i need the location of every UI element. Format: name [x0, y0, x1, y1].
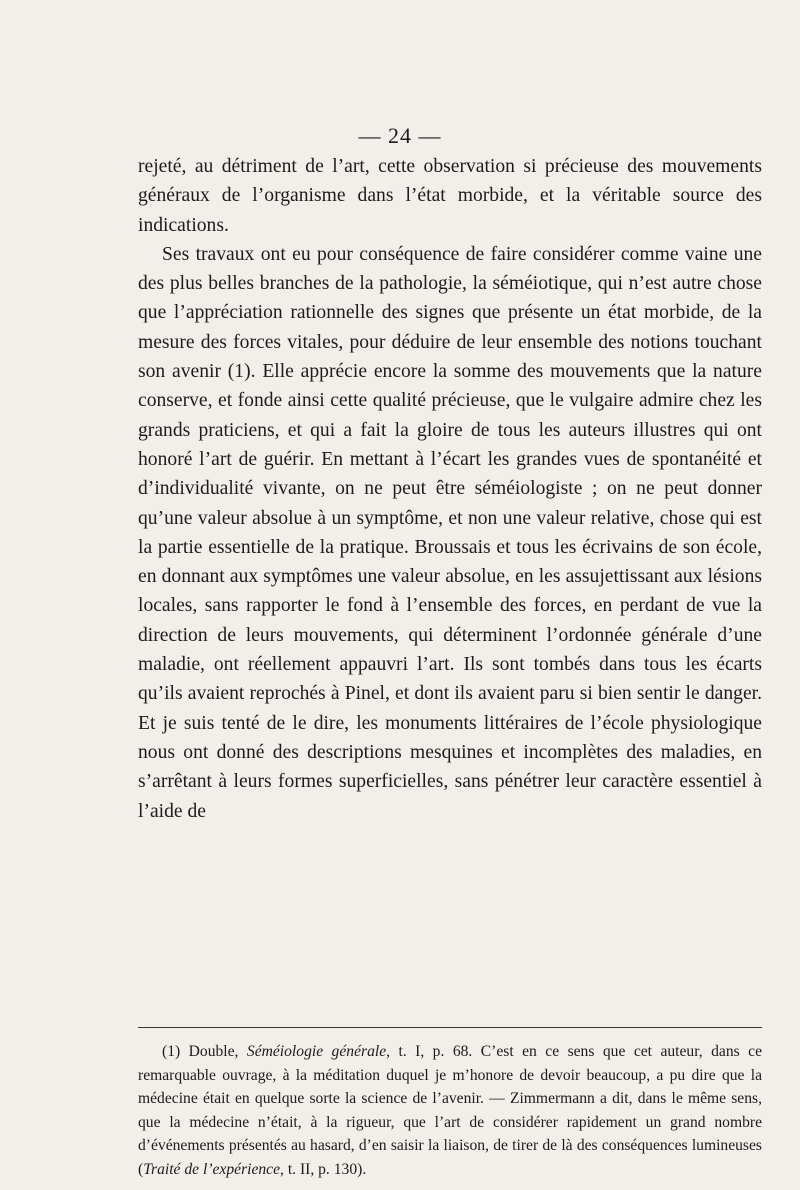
- paragraph-semeiotique: Ses travaux ont eu pour conséquence de faire considérer comme vaine une des plus belles branches de la pathologie, la séméiotique, qui n’est autre chose que l’appréciation rationnelle des signes que présente un état morbide, de la mesure des forces vitales, pour déduire de leur ensemble des notions touchant son avenir (1). Elle apprécie encore la somme des mouvements que la nature conserve, et fonde ainsi cette qualité précieuse, que le vulgaire admire chez les grands praticiens, et qui a fait la gloire de tous les auteurs illustres qui ont honoré l’art de guérir. En mettant à l’écart les grandes vues de spontanéité et d’individualité vivante, on ne peut être séméiologiste ; on ne peut donner qu’une valeur absolue à un symptôme, et non une valeur relative, chose qui est la partie essentielle de la pratique. Broussais et tous les écrivains de son école, en donnant aux symptômes une valeur absolue, en les assujettissant aux lésions locales, sans rapporter le fond à l’ensemble des forces, en perdant de vue la direction de leurs mouvements, qui déterminent l’ordonnée générale d’une maladie, ont réellement appauvri l’art. Ils sont tombés dans tous les écarts qu’ils avaient reprochés à Pinel, et dont ils avaient paru si bien sentir le danger. Et je suis tenté de le dire, les monuments littéraires de l’école physiologique nous ont donné des descriptions mesquines et incomplètes des maladies, en s’arrêtant à leurs formes superficielles, sans pénétrer leur caractère essentiel à l’aide de: [138, 243, 762, 822]
- footnote: [138, 1040, 762, 1181]
- footnote-separator: [138, 1027, 762, 1028]
- main-text: [138, 152, 762, 826]
- footnote-author: Double,: [188, 1043, 239, 1060]
- paragraph-continuation: rejeté, au détriment de l’art, cette observation si précieuse des mouvements généraux de l’organisme dans l’état morbide, et la véritable source des indications.: [138, 156, 762, 236]
- footnote-marker: (1): [162, 1043, 181, 1060]
- footnote-text-1: , t. I, p. 68. C’est en ce sens que cet auteur, dans ce remarquable ouvrage, à la méditation duquel je m’honore de devoir beaucoup, a pu dire que la médecine était en quelque sorte la science de l’avenir. — Zimmermann a dit, dans le même sens, que la médecine n’était, à la rigueur, que l’art de considérer rapidement un grand nombre d’événements présentés au hasard, d’en saisir la liaison, de tirer de là des conséquences lumineuses (: [138, 1043, 762, 1178]
- footnote-title-traite: Traité de l’expérience: [143, 1160, 281, 1178]
- footnote-text-2: , t. II, p. 130).: [280, 1160, 367, 1178]
- page-number: — 24 —: [358, 123, 442, 148]
- footnote-title-semeiologie: Séméiologie générale: [246, 1043, 387, 1060]
